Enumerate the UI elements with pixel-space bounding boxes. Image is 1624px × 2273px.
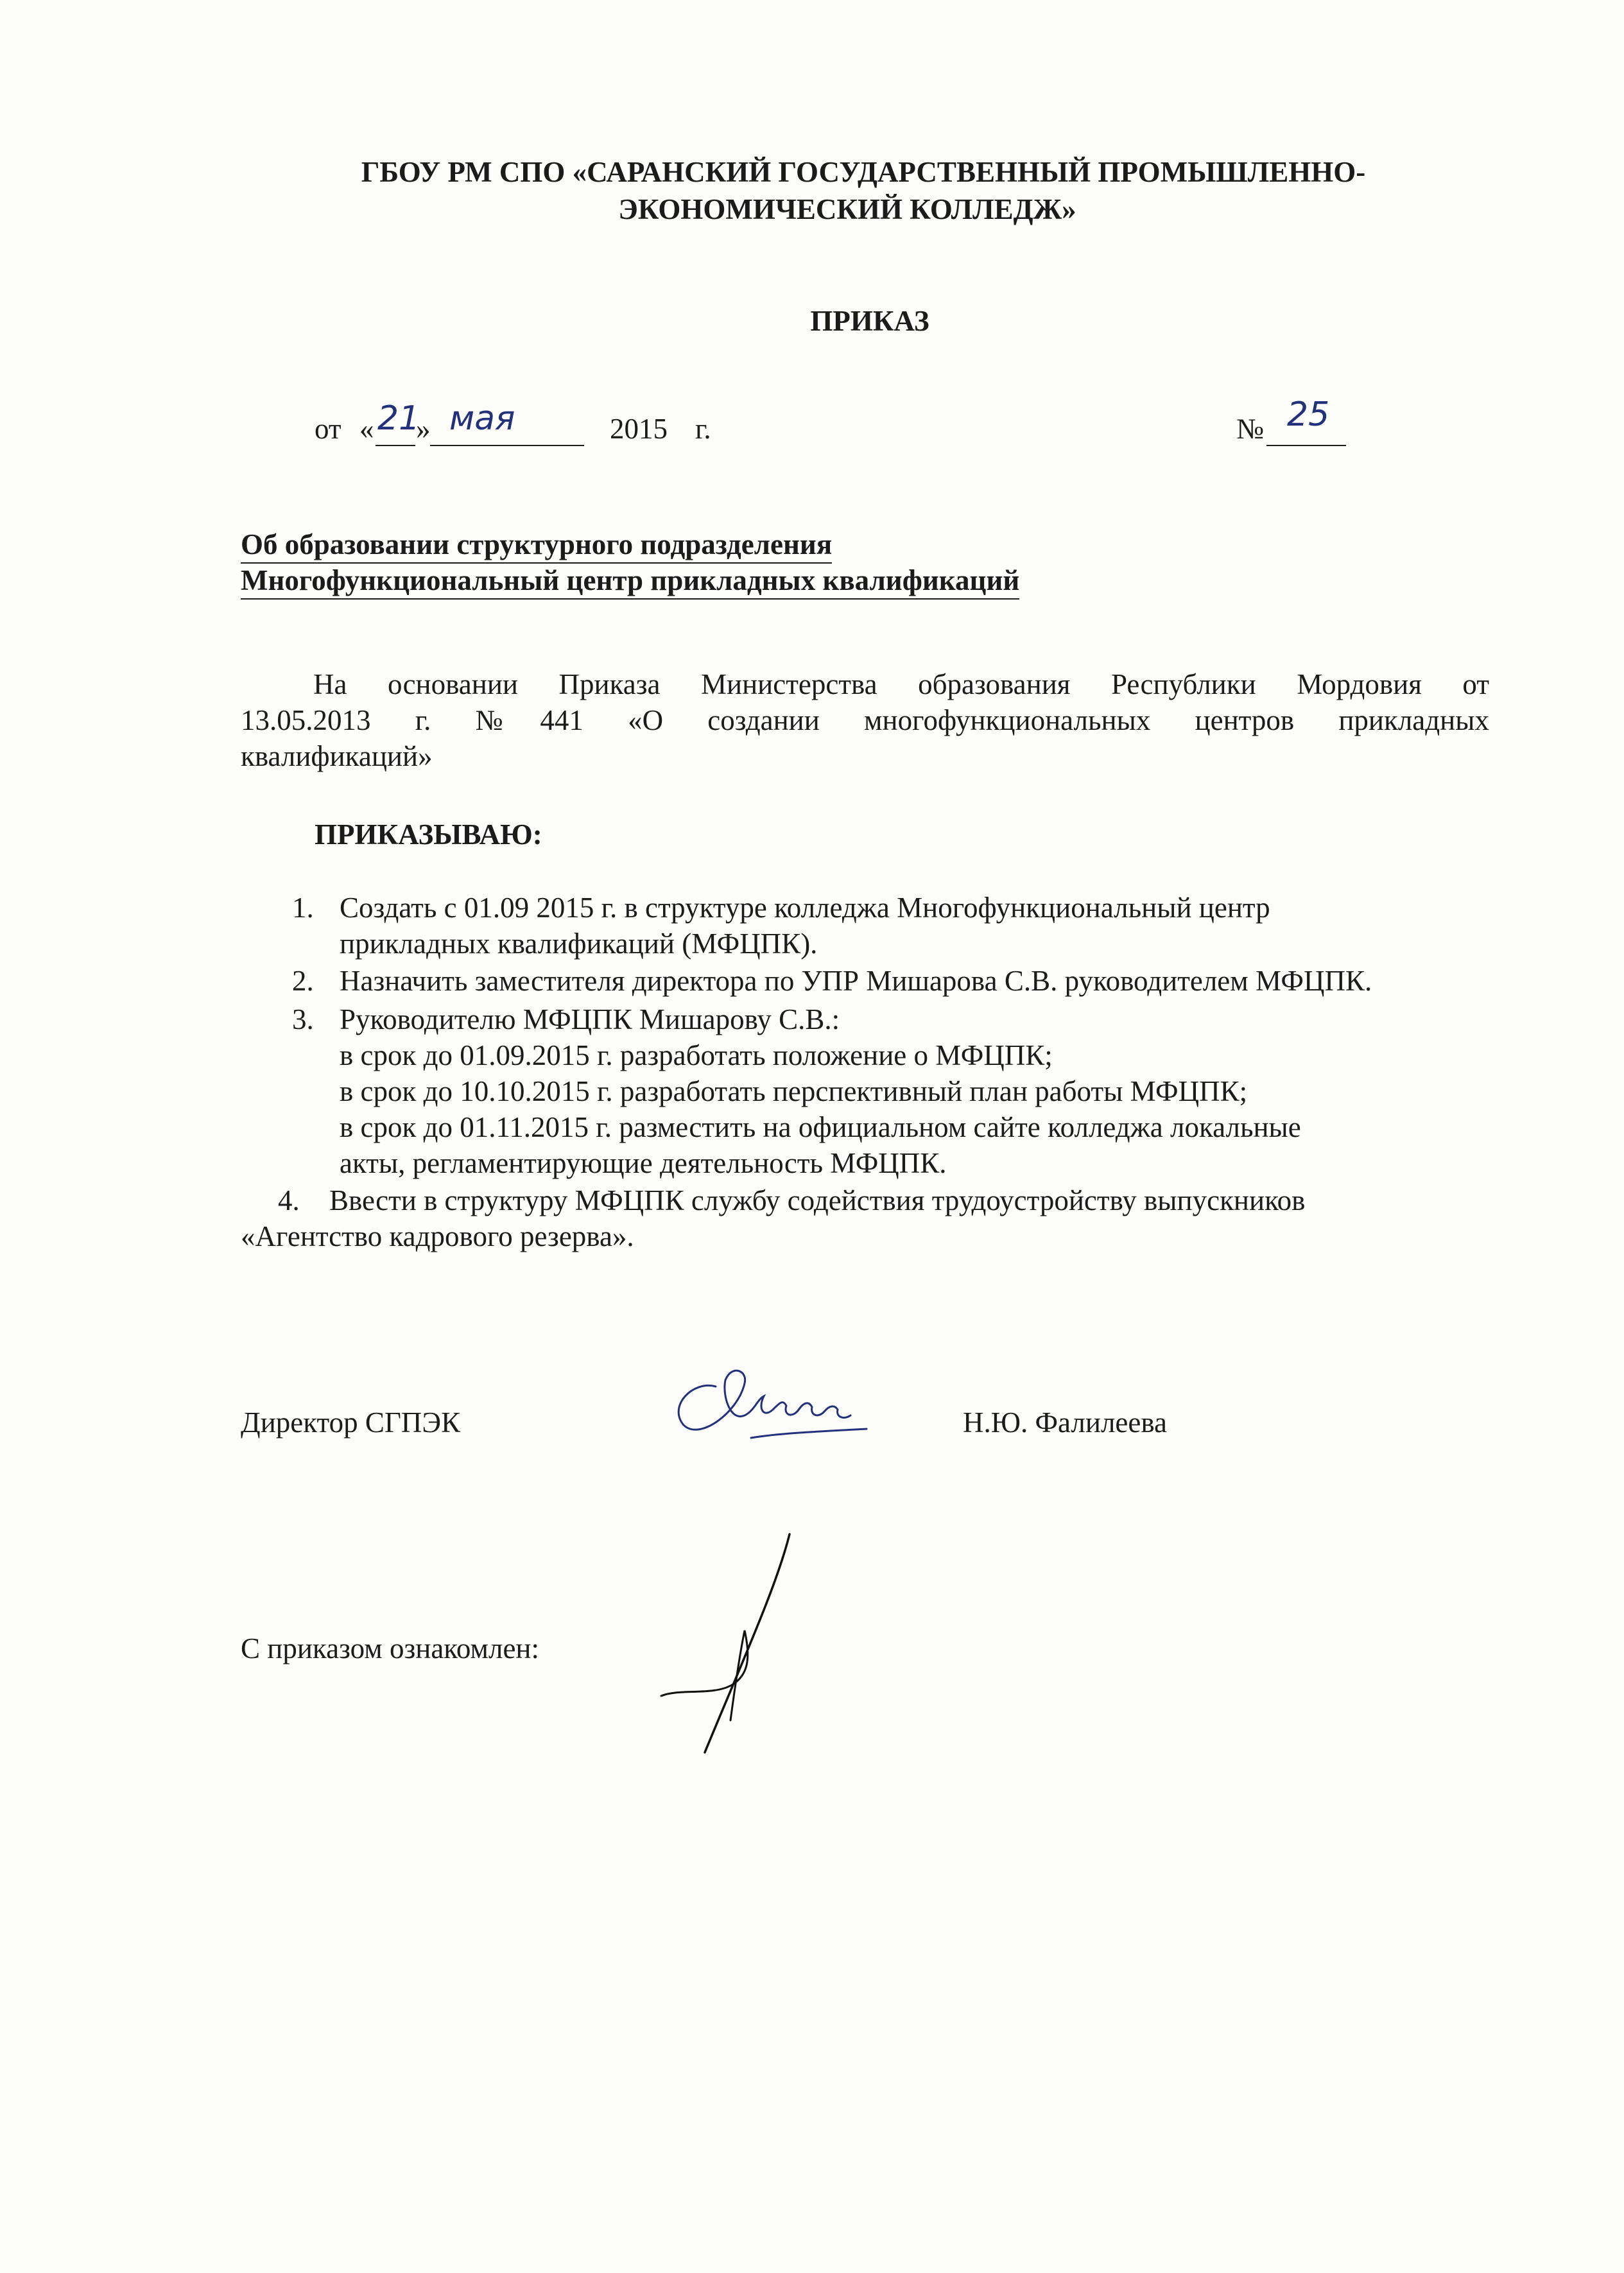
number-underline [1266,445,1346,446]
order-word: ПРИКАЗЫВАЮ: [315,818,542,851]
item-number: 2. [292,965,314,997]
item-number: 4. [278,1184,300,1216]
item-number: 3. [292,1003,314,1035]
order-item-4-first [278,1182,1306,1218]
item-line: в срок до 01.09.2015 г. разработать положение о МФЦПК; [340,1039,1053,1071]
item-line: в срок до 10.10.2015 г. разработать перспективный план работы МФЦПК; [340,1075,1248,1107]
signer-position: Директор СГПЭК [241,1406,461,1439]
item-line: акты, регламентирующие деятельность МФЦПК. [340,1147,947,1179]
date-day: 21 [377,399,420,438]
signer-name: Н.Ю. Фалилеева [963,1406,1167,1439]
date-open-quote: « [359,413,374,445]
preamble [241,666,1489,774]
org-name-line-1: ГБОУ РМ СПО «САРАНСКИЙ ГОСУДАРСТВЕННЫЙ ПРОМЫШЛЕННО- [361,156,1366,188]
date-close-quote: » [416,413,431,445]
acknowledged-label: С приказом ознакомлен: [241,1632,540,1664]
item-number: 1. [292,892,314,924]
date-prefix: от [315,413,341,445]
acknowledgement-signature [655,1528,822,1759]
item-line: Руководителю МФЦПК Мишарову С.В.: [340,1003,840,1035]
item-line: Создать с 01.09 2015 г. в структуре колледжа Многофункциональный центр [340,892,1270,924]
subject-line-1-text: Об образовании структурного подразделения [241,526,832,564]
date-suffix: г. [695,413,711,445]
date-month-underline [430,445,584,446]
item-line: прикладных квалификаций (МФЦПК). [340,928,818,960]
director-signature [655,1335,873,1457]
order-number: 25 [1287,395,1330,434]
order-item-4-continuation: «Агентство кадрового резерва». [241,1220,634,1252]
date-day-underline [376,445,415,446]
item-line: Назначить заместителя директора по УПР Мишарова С.В. руководителем МФЦПК. [340,965,1372,997]
number-sign: № [1236,413,1264,445]
preamble-line-1: На основании Приказа Министерства образования Республики Мордовия от [313,668,1489,700]
subject-line-2-text: Многофункциональный центр прикладных квалификаций [241,562,1019,600]
doc-type-title: ПРИКАЗ [810,305,929,337]
item-line: Ввести в структуру МФЦПК службу содействия трудоустройству выпускников [329,1184,1306,1216]
date-year: 2015 [610,413,668,445]
preamble-line-2: 13.05.2013 г. №441 «О создании многофункциональных центров прикладных [241,704,1489,736]
org-name-line-2: ЭКОНОМИЧЕСКИЙ КОЛЛЕДЖ» [618,193,1076,225]
preamble-line-3: квалификаций» [241,740,433,772]
item-line: в срок до 01.11.2015 г. разместить на официальном сайте колледжа локальные [340,1111,1301,1143]
subject-line-2 [241,562,1019,600]
date-month: мая [449,399,515,438]
subject-line-1 [241,526,832,564]
